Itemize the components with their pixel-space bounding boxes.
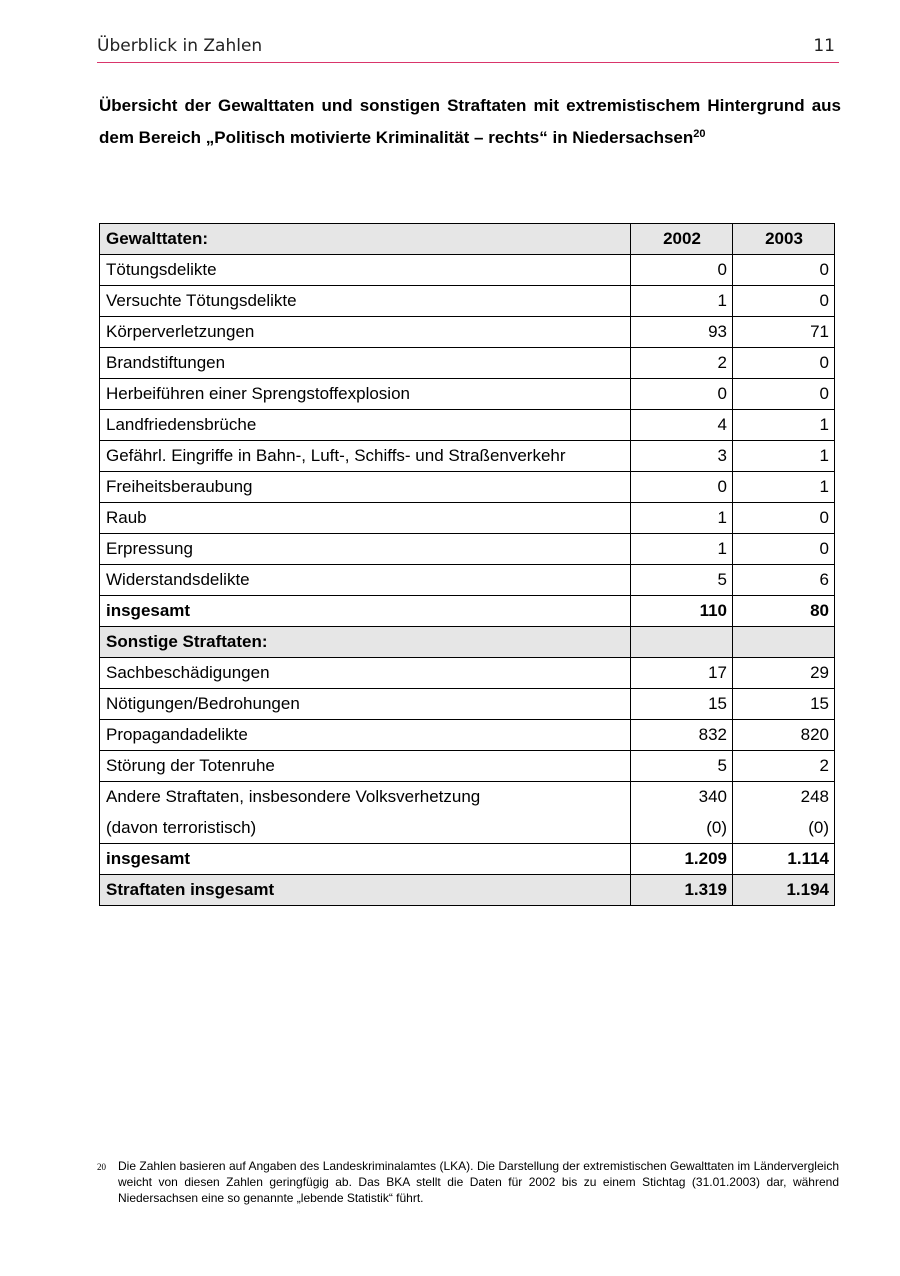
value-2003: (0) bbox=[733, 813, 835, 844]
header-year-2003: 2003 bbox=[733, 224, 835, 255]
crime-statistics-table bbox=[99, 223, 835, 906]
footnote-mark: 20 bbox=[97, 1162, 106, 1172]
table-row bbox=[100, 410, 835, 441]
row-label: Brandstiftungen bbox=[100, 348, 631, 379]
table-row bbox=[100, 348, 835, 379]
grand-total-row bbox=[100, 875, 835, 906]
value-2003: 0 bbox=[733, 534, 835, 565]
table-row bbox=[100, 255, 835, 286]
row-label: Propagandadelikte bbox=[100, 720, 631, 751]
table-row bbox=[100, 689, 835, 720]
table-row bbox=[100, 565, 835, 596]
row-label: Gefährl. Eingriffe in Bahn-, Luft-, Schiffs- und Straßenverkehr bbox=[100, 441, 631, 472]
value-2002: 5 bbox=[631, 565, 733, 596]
value-2002: 3 bbox=[631, 441, 733, 472]
value-2003: 2 bbox=[733, 751, 835, 782]
empty-cell bbox=[631, 627, 733, 658]
table-row bbox=[100, 751, 835, 782]
value-2003: 71 bbox=[733, 317, 835, 348]
value-2002: 1 bbox=[631, 534, 733, 565]
value-2002: 15 bbox=[631, 689, 733, 720]
footnote-reference: 20 bbox=[693, 128, 706, 140]
value-2003: 820 bbox=[733, 720, 835, 751]
value-2002: 1 bbox=[631, 286, 733, 317]
value-2003: 15 bbox=[733, 689, 835, 720]
row-label: Nötigungen/Bedrohungen bbox=[100, 689, 631, 720]
empty-cell bbox=[733, 627, 835, 658]
table-row bbox=[100, 441, 835, 472]
table-row bbox=[100, 472, 835, 503]
running-header bbox=[97, 36, 839, 63]
value-2003: 1 bbox=[733, 441, 835, 472]
value-2003: 0 bbox=[733, 255, 835, 286]
footnote bbox=[97, 1158, 839, 1206]
value-2003: 0 bbox=[733, 503, 835, 534]
row-label: (davon terroristisch) bbox=[100, 813, 631, 844]
row-label: Widerstandsdelikte bbox=[100, 565, 631, 596]
row-label: Störung der Totenruhe bbox=[100, 751, 631, 782]
value-2002: 1 bbox=[631, 503, 733, 534]
header-label-other: Sonstige Straftaten: bbox=[100, 627, 631, 658]
value-2003: 29 bbox=[733, 658, 835, 689]
value-2002: 4 bbox=[631, 410, 733, 441]
value-2003: 80 bbox=[733, 596, 835, 627]
other-total-row bbox=[100, 844, 835, 875]
value-2003: 1.194 bbox=[733, 875, 835, 906]
row-label: Straftaten insgesamt bbox=[100, 875, 631, 906]
table-row bbox=[100, 317, 835, 348]
row-label: Herbeiführen einer Sprengstoffexplosion bbox=[100, 379, 631, 410]
row-label: insgesamt bbox=[100, 844, 631, 875]
value-2002: 5 bbox=[631, 751, 733, 782]
value-2003: 1.114 bbox=[733, 844, 835, 875]
table-row bbox=[100, 782, 835, 813]
row-label: Andere Straftaten, insbesondere Volksverhetzung bbox=[100, 782, 631, 813]
value-2003: 248 bbox=[733, 782, 835, 813]
violent-total-row bbox=[100, 596, 835, 627]
value-2002: 17 bbox=[631, 658, 733, 689]
value-2002: (0) bbox=[631, 813, 733, 844]
table-row bbox=[100, 379, 835, 410]
row-label: Sachbeschädigungen bbox=[100, 658, 631, 689]
value-2003: 0 bbox=[733, 286, 835, 317]
row-label: Körperverletzungen bbox=[100, 317, 631, 348]
value-2003: 1 bbox=[733, 472, 835, 503]
header-year-2002: 2002 bbox=[631, 224, 733, 255]
header-label-violent: Gewalttaten: bbox=[100, 224, 631, 255]
page-number: 11 bbox=[813, 36, 835, 56]
value-2002: 1.319 bbox=[631, 875, 733, 906]
value-2003: 0 bbox=[733, 379, 835, 410]
table-row bbox=[100, 720, 835, 751]
value-2002: 93 bbox=[631, 317, 733, 348]
running-header-title: Überblick in Zahlen bbox=[97, 36, 263, 56]
row-label: Tötungsdelikte bbox=[100, 255, 631, 286]
table-header-row bbox=[100, 224, 835, 255]
value-2002: 110 bbox=[631, 596, 733, 627]
value-2003: 1 bbox=[733, 410, 835, 441]
row-label: insgesamt bbox=[100, 596, 631, 627]
table-row bbox=[100, 286, 835, 317]
value-2002: 832 bbox=[631, 720, 733, 751]
table-row bbox=[100, 813, 835, 844]
table-row bbox=[100, 503, 835, 534]
table-row bbox=[100, 534, 835, 565]
row-label: Freiheitsberaubung bbox=[100, 472, 631, 503]
table-row bbox=[100, 658, 835, 689]
value-2002: 1.209 bbox=[631, 844, 733, 875]
row-label: Erpressung bbox=[100, 534, 631, 565]
value-2002: 0 bbox=[631, 255, 733, 286]
value-2002: 2 bbox=[631, 348, 733, 379]
section-header-row bbox=[100, 627, 835, 658]
value-2003: 6 bbox=[733, 565, 835, 596]
row-label: Raub bbox=[100, 503, 631, 534]
value-2002: 0 bbox=[631, 472, 733, 503]
table-title bbox=[99, 90, 841, 154]
value-2003: 0 bbox=[733, 348, 835, 379]
footnote-text: Die Zahlen basieren auf Angaben des Landeskriminalamtes (LKA). Die Darstellung der extremistischen Gewalttaten im Ländervergleich weicht von diesen Zahlen geringfügig ab. Das BKA stellt die Daten für 2002 bis zu einem Stichtag (31.01.2003) dar, während Niedersachsen eine so genannte „lebende Statistik“ führt. bbox=[118, 1159, 839, 1205]
row-label: Landfriedensbrüche bbox=[100, 410, 631, 441]
value-2002: 0 bbox=[631, 379, 733, 410]
table-title-text: Übersicht der Gewalttaten und sonstigen Straftaten mit extremistischem Hintergrund aus dem Bereich „Politisch motivierte Kriminalität – rechts“ in Niedersachsen bbox=[99, 96, 841, 147]
value-2002: 340 bbox=[631, 782, 733, 813]
row-label: Versuchte Tötungsdelikte bbox=[100, 286, 631, 317]
